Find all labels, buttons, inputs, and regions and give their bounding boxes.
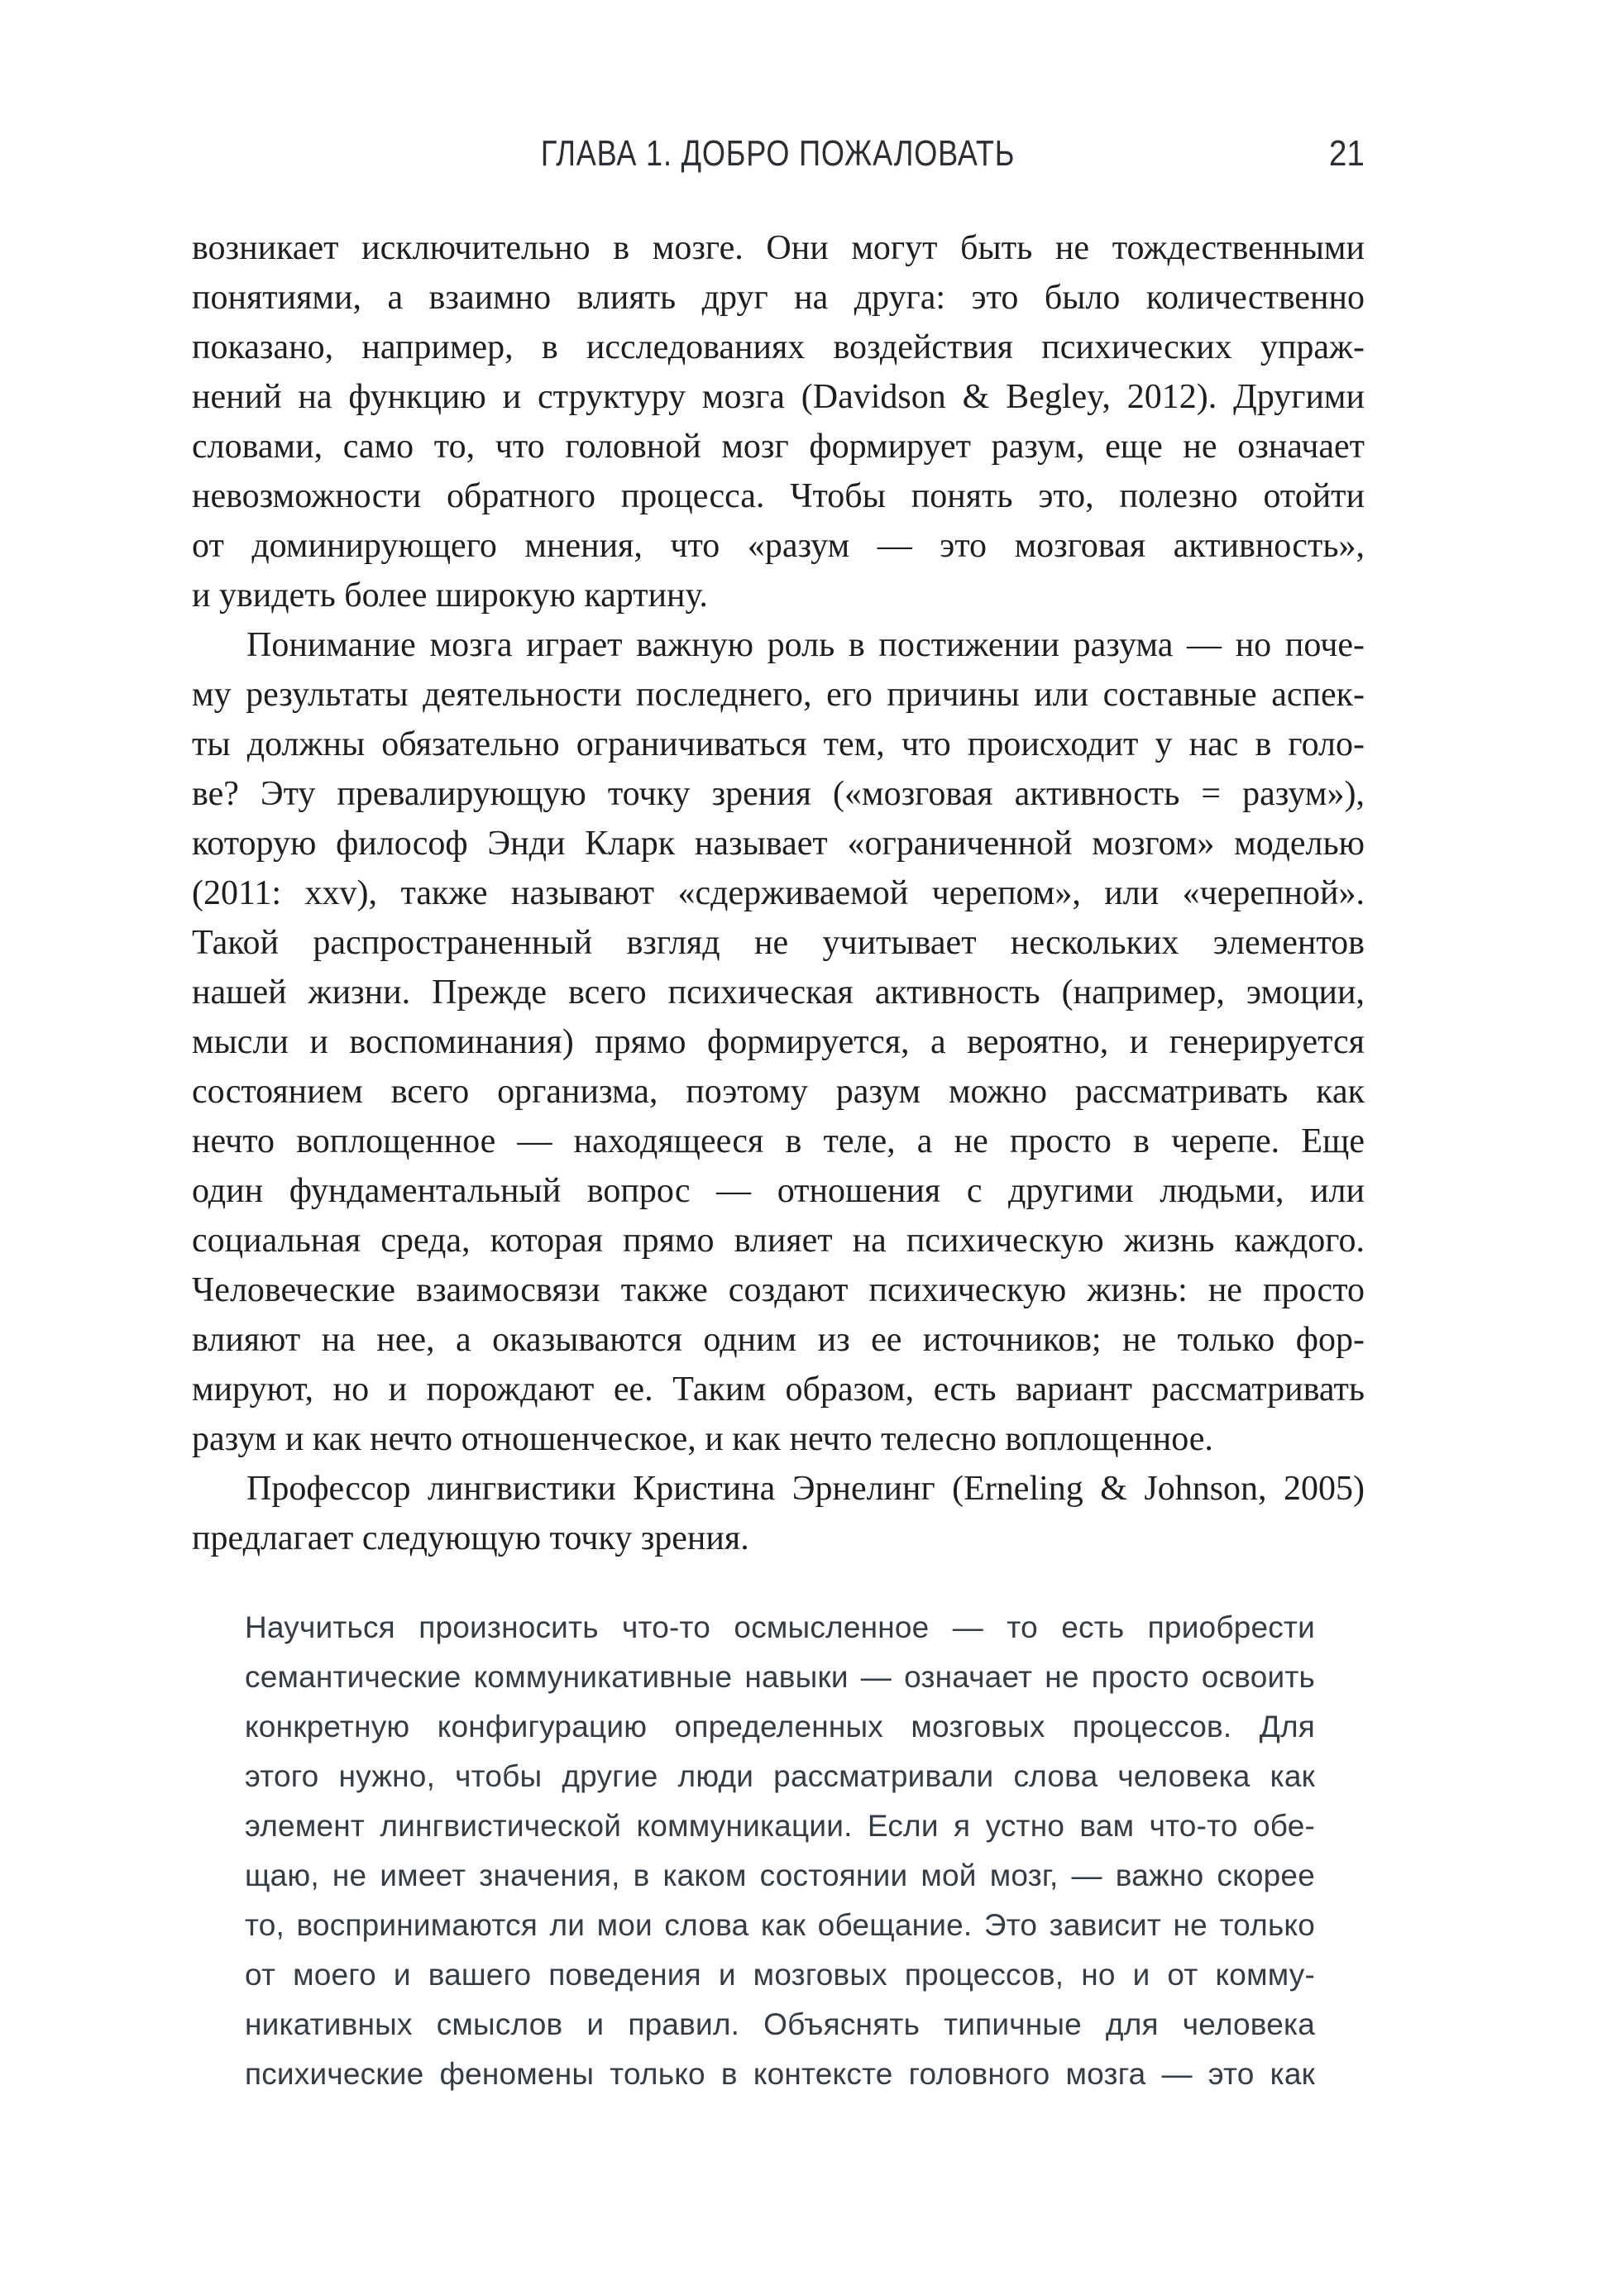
- text-line: семантические коммуникативные навыки — означает не просто освоить: [245, 1660, 1315, 1694]
- text-line: предлагает следующую точку зрения.: [192, 1519, 749, 1557]
- text-line: щаю, не имеет значения, в каком состоянии мой мозг, — важно скорее: [245, 1858, 1315, 1892]
- text-line: словами, само то, что головной мозг формирует разум, еще не означает: [192, 428, 1365, 466]
- paragraph: [192, 1464, 1365, 1563]
- text-line: никативных смыслов и правил. Объяснять типичные для человека: [245, 2007, 1315, 2041]
- text-line: то, воспринимаются ли мои слова как обещание. Это зависит не только: [245, 1908, 1315, 1942]
- text-line: нений на функцию и структуру мозга (Davidson & Begley, 2012). Другими: [192, 378, 1365, 416]
- body-paragraphs: [192, 223, 1365, 1563]
- text-line: невозможности обратного процесса. Чтобы понять это, полезно отойти: [192, 477, 1365, 515]
- text-line: Понимание мозга играет важную роль в постижении разума — но поче-: [246, 626, 1365, 664]
- text-line: от моего и вашего поведения и мозговых процессов, но и от комму-: [245, 1958, 1315, 1992]
- text-line: которую философ Энди Кларк называет «ограниченной мозгом» моделью: [192, 825, 1365, 863]
- text-line: разум и как нечто отношенческое, и как нечто телесно воплощенное.: [192, 1420, 1213, 1458]
- text-line: состоянием всего организма, поэтому разум можно рассматривать как: [192, 1073, 1365, 1111]
- paragraph: [192, 223, 1365, 620]
- text-line: влияют на нее, а оказываются одним из ее источников; не только фор-: [192, 1321, 1365, 1359]
- text-line: Такой распространенный взгляд не учитывает нескольких элементов: [192, 924, 1365, 962]
- text-line: и увидеть более широкую картину.: [192, 576, 708, 615]
- text-line: понятиями, а взаимно влиять друг на друга: это было количественно: [192, 279, 1365, 317]
- body-text-column: [192, 223, 1365, 2099]
- text-line: нашей жизни. Прежде всего психическая активность (например, эмоции,: [192, 973, 1365, 1012]
- text-line: этого нужно, чтобы другие люди рассматривали слова человека как: [245, 1759, 1315, 1793]
- text-line: мируют, но и порождают ее. Таким образом, есть вариант рассматривать: [192, 1370, 1365, 1409]
- text-line: му результаты деятельности последнего, его причины или составные аспек-: [192, 676, 1365, 714]
- text-line: Профессор лингвистики Кристина Эрнелинг (Erneling & Johnson, 2005): [246, 1470, 1365, 1508]
- text-line: мысли и воспоминания) прямо формируется, а вероятно, и генерируется: [192, 1023, 1365, 1061]
- page-number: 21: [1328, 133, 1365, 174]
- text-line: конкретную конфигурацию определенных мозговых процессов. Для: [245, 1710, 1315, 1744]
- text-line: ты должны обязательно ограничиваться тем, что происходит у нас в голо-: [192, 725, 1365, 763]
- text-line: социальная среда, которая прямо влияет на психическую жизнь каждого.: [192, 1222, 1365, 1260]
- running-header: [192, 132, 1365, 175]
- block-quote: [192, 1603, 1365, 2099]
- text-line: один фундаментальный вопрос — отношения с другими людьми, или: [192, 1172, 1365, 1210]
- text-line: показано, например, в исследованиях воздействия психических упраж-: [192, 328, 1365, 366]
- text-line: (2011: xxv), также называют «сдерживаемой черепом», или «черепной».: [192, 874, 1365, 912]
- text-line: элемент лингвистической коммуникации. Если я устно вам что-то обе-: [245, 1809, 1315, 1843]
- paragraph: [245, 1603, 1315, 2099]
- text-line: Человеческие взаимосвязи также создают психическую жизнь: не просто: [192, 1271, 1365, 1309]
- text-line: возникает исключительно в мозге. Они могут быть не тождественными: [192, 229, 1365, 267]
- text-line: психические феномены только в контексте головного мозга — это как: [245, 2057, 1315, 2091]
- text-line: Научиться произносить что-то осмысленное — то есть приобрести: [245, 1610, 1315, 1644]
- chapter-title: ГЛАВА 1. ДОБРО ПОЖАЛОВАТЬ: [541, 133, 1016, 174]
- text-line: нечто воплощенное — находящееся в теле, а не просто в черепе. Еще: [192, 1122, 1365, 1160]
- paragraph: [192, 620, 1365, 1464]
- text-line: от доминирующего мнения, что «разум — это мозговая активность»,: [192, 527, 1365, 565]
- text-line: ве? Эту превалирующую точку зрения («мозговая активность = разум»),: [192, 775, 1365, 813]
